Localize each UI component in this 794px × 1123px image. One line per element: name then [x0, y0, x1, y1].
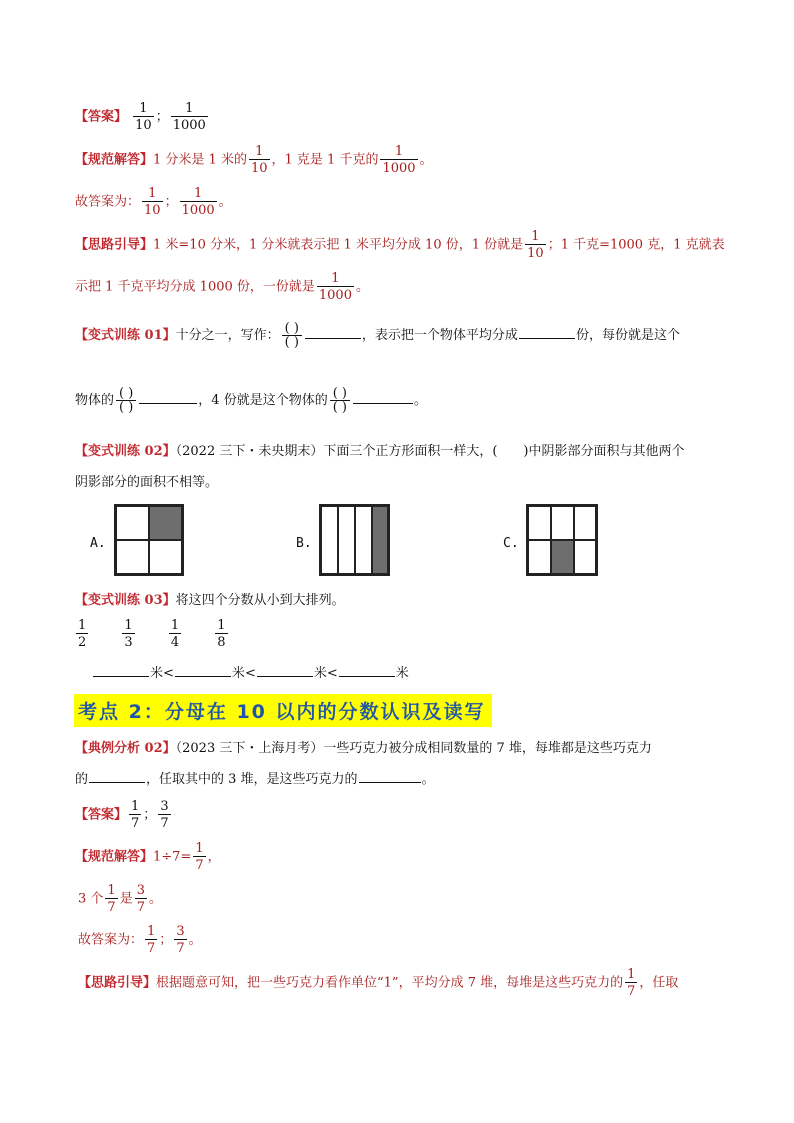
- answer-tag: 【答案】: [75, 109, 128, 125]
- blank-fraction[interactable]: $\frac{( )}{( )}$: [330, 387, 350, 414]
- variant-tag: 【变式训练 02】: [75, 444, 176, 459]
- blank-fraction[interactable]: $\frac{( )}{( )}$: [282, 322, 302, 349]
- fraction: $\frac{1}{3}$: [124, 618, 133, 650]
- answer-blank[interactable]: [139, 402, 197, 404]
- answer-fraction: $\frac{3}{7}$: [160, 799, 169, 831]
- thinking-2-line: 【思路引导】根据题意可知，把一些巧克力看作单位“1”，平均分成 7 堆，每堆是这些巧克力的 $\frac{1}{7}$ ，任取: [78, 967, 679, 999]
- fraction: $\frac{3}{7}$: [176, 924, 185, 956]
- shaded-cell: [551, 540, 574, 574]
- option-b-label[interactable]: B.: [296, 536, 312, 551]
- grid-cell: [355, 506, 372, 574]
- option-c-square[interactable]: [526, 504, 598, 576]
- explanation-1-line: 【规范解答】1 分米是 1 米的 $\frac{1}{10}$ ，1 克是 1 千克的 $\frac{1}{1000}$ 。: [75, 144, 433, 176]
- answer-blank[interactable]: [89, 781, 145, 783]
- variant-2-line-2: 阴影部分的面积不相等。: [75, 475, 219, 490]
- thinking-tag: 【思路引导】: [78, 975, 157, 991]
- fraction: $\frac{3}{7}$: [136, 883, 145, 915]
- answer-blank[interactable]: [93, 675, 149, 677]
- conclusion-1-line: 故答案为： $\frac{1}{10}$ ； $\frac{1}{1000}$ 。: [75, 186, 232, 218]
- example-tag: 【典例分析 02】: [75, 741, 176, 756]
- option-c-label[interactable]: C.: [503, 536, 519, 551]
- thinking-1-line-2: 示把 1 千克平均分成 1000 份，一份就是 $\frac{1}{1000}$ 。: [75, 271, 369, 303]
- answer-fraction: $\frac{1}{7}$: [131, 799, 140, 831]
- fraction: $\frac{1}{2}$: [78, 618, 87, 650]
- answer-blank[interactable]: [305, 337, 361, 339]
- answer-1-line: 【答案】 $\frac{1}{10}$ ； $\frac{1}{1000}$: [75, 101, 206, 133]
- variant-1-line-2: 物体的 $\frac{( )}{( )}$ ，4 份就是这个物体的 $\frac{( )}{( )}$ 。: [75, 386, 427, 415]
- option-a-square[interactable]: [114, 504, 184, 576]
- option-a-label[interactable]: A.: [90, 536, 106, 551]
- grid-cell: [528, 506, 551, 540]
- shaded-cell: [372, 506, 388, 574]
- fraction: $\frac{1}{1000}$: [382, 144, 416, 176]
- option-b-square[interactable]: [319, 504, 390, 576]
- answer-blank[interactable]: [175, 675, 231, 677]
- fraction: $\frac{1}{8}$: [217, 618, 226, 650]
- blank-fraction[interactable]: $\frac{( )}{( )}$: [116, 387, 136, 414]
- fraction: $\frac{1}{7}$: [627, 967, 636, 999]
- fraction: $\frac{1}{4}$: [170, 618, 180, 650]
- fraction: $\frac{1}{10}$: [250, 144, 268, 176]
- answer-fraction: $\frac{1}{10}$: [135, 101, 152, 133]
- thinking-tag: 【思路引导】: [75, 237, 154, 253]
- example-2-line-1: 【典例分析 02】（2023 三下・上海月考）一些巧克力被分成相同数量的 7 堆，每堆都是这些巧克力: [75, 741, 652, 756]
- variant-3-line: 【变式训练 03】将这四个分数从小到大排列。: [75, 593, 345, 608]
- grid-cell: [116, 506, 149, 540]
- grid-cell: [338, 506, 355, 574]
- explanation-tag: 【规范解答】: [75, 849, 154, 865]
- grid-cell: [321, 506, 338, 574]
- shaded-cell: [149, 506, 182, 540]
- variant-tag: 【变式训练 03】: [75, 593, 176, 608]
- answer-fraction: $\frac{1}{1000}$: [172, 101, 206, 133]
- fraction: $\frac{1}{7}$: [147, 924, 156, 956]
- grid-cell: [528, 540, 551, 574]
- fraction-row: [74, 619, 230, 649]
- thinking-1-line-1: 【思路引导】1 米=10 分米，1 分米就表示把 1 米平均分成 10 份，1 份就是 $\frac{1}{10}$ ；1 千克=1000 克，1 克就表: [75, 229, 725, 261]
- explanation-tag: 【规范解答】: [75, 152, 154, 168]
- answer-blank[interactable]: [353, 402, 413, 404]
- answer-blank[interactable]: [359, 781, 421, 783]
- explanation-2-line-1: 【规范解答】1÷7= $\frac{1}{7}$ ，: [75, 841, 221, 873]
- variant-1-line-1: 【变式训练 01】十分之一，写作： $\frac{( )}{( )}$ ，表示把一个物体平均分成 份，每份就是这个: [75, 321, 680, 350]
- fraction: $\frac{1}{1000}$: [318, 271, 352, 303]
- grid-cell: [574, 506, 596, 540]
- answer-blank[interactable]: [257, 675, 313, 677]
- fraction: $\frac{1}{7}$: [107, 883, 116, 915]
- fraction: $\frac{1}{7}$: [195, 841, 204, 873]
- fraction: $\frac{1}{10}$: [144, 186, 161, 218]
- grid-cell: [149, 540, 182, 574]
- variant-2-line-1: 【变式训练 02】（2022 三下・未央期末）下面三个正方形面积一样大，( )中阴影部分面积与其他两个: [75, 444, 685, 459]
- fraction: $\frac{1}{1000}$: [181, 186, 215, 218]
- answer-blank[interactable]: [519, 337, 575, 339]
- section-heading: 考点 2：分母在 10 以内的分数认识及读写: [74, 694, 492, 727]
- grid-cell: [116, 540, 149, 574]
- answer-tag: 【答案】: [75, 807, 128, 823]
- example-2-line-2: 的 ，任取其中的 3 堆，是这些巧克力的 。: [75, 772, 435, 787]
- answer-blank[interactable]: [339, 675, 395, 677]
- answer-2-line: 【答案】 $\frac{1}{7}$ ； $\frac{3}{7}$: [75, 799, 169, 831]
- ordering-line: 米< 米< 米< 米: [92, 667, 409, 680]
- explanation-2-line-2: 3 个 $\frac{1}{7}$ 是 $\frac{3}{7}$ 。: [78, 883, 162, 915]
- fraction: $\frac{1}{10}$: [527, 229, 544, 261]
- grid-cell: [551, 506, 574, 540]
- grid-cell: [574, 540, 596, 574]
- conclusion-2-line: 故答案为： $\frac{1}{7}$ ； $\frac{3}{7}$ 。: [78, 924, 202, 956]
- variant-tag: 【变式训练 01】: [75, 328, 176, 343]
